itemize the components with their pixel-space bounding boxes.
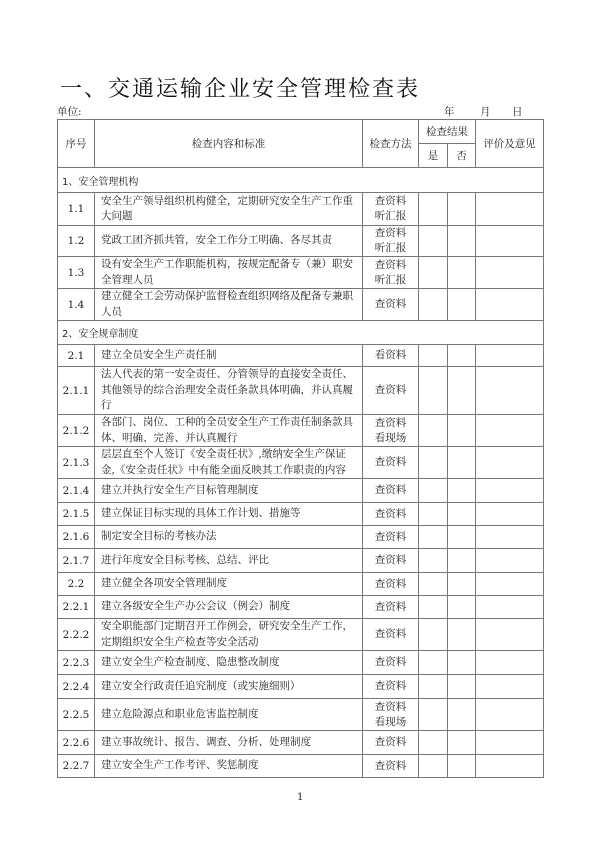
result-no-cell[interactable] <box>448 479 476 503</box>
result-no-cell[interactable] <box>448 699 476 731</box>
table-row <box>58 526 544 549</box>
row-number: 2.2.4 <box>58 675 95 699</box>
result-no-cell[interactable] <box>448 573 476 596</box>
row-number: 2.1.7 <box>58 549 95 573</box>
result-no-cell[interactable] <box>448 731 476 755</box>
result-yes-cell[interactable] <box>419 367 448 415</box>
table-row <box>58 289 544 321</box>
result-no-cell[interactable] <box>448 447 476 479</box>
row-content: 建立健全各项安全管理制度 <box>95 573 363 596</box>
row-method: 查资料 <box>363 479 419 503</box>
result-yes-cell[interactable] <box>419 699 448 731</box>
row-content: 设有安全生产工作职能机构，按规定配备专（兼）职安全管理人员 <box>95 257 363 289</box>
row-number: 2.1.1 <box>58 367 95 415</box>
row-method: 查资料 <box>363 675 419 699</box>
result-no-cell[interactable] <box>448 367 476 415</box>
header-no: 序号 <box>58 120 95 168</box>
section-row <box>58 168 544 193</box>
row-number: 2.2.1 <box>58 596 95 619</box>
section-heading: 2、安全规章制度 <box>58 321 544 345</box>
date-year-label: 年 <box>444 106 455 118</box>
row-method: 查资料 听汇报 <box>363 226 419 257</box>
row-number: 1.4 <box>58 289 95 321</box>
page-number: 1 <box>297 792 304 803</box>
row-method: 查资料 听汇报 <box>363 193 419 226</box>
evaluation-cell[interactable] <box>476 651 544 675</box>
evaluation-cell[interactable] <box>476 345 544 367</box>
row-content: 安全生产领导组织机构健全，定期研究安全生产工作重大问题 <box>95 193 363 226</box>
date-month-label: 月 <box>480 106 491 118</box>
evaluation-cell[interactable] <box>476 596 544 619</box>
header-method: 检查方法 <box>363 120 419 168</box>
row-number: 2.1.5 <box>58 503 95 526</box>
row-number: 2.2.6 <box>58 731 95 755</box>
row-number: 2.1.4 <box>58 479 95 503</box>
header-no-result: 否 <box>448 144 476 168</box>
section-row <box>58 321 544 345</box>
evaluation-cell[interactable] <box>476 526 544 549</box>
table-row <box>58 193 544 226</box>
evaluation-cell[interactable] <box>476 503 544 526</box>
result-yes-cell[interactable] <box>419 526 448 549</box>
row-content: 进行年度安全目标考核、总结、评比 <box>95 549 363 573</box>
row-content: 制定安全目标的考核办法 <box>95 526 363 549</box>
table-row <box>58 573 544 596</box>
result-yes-cell[interactable] <box>419 479 448 503</box>
page-title: 一、交通运输企业安全管理检查表 <box>60 77 421 102</box>
result-no-cell[interactable] <box>448 503 476 526</box>
row-content: 建立全员安全生产责任制 <box>95 345 363 367</box>
row-content: 安全职能部门定期召开工作例会，研究安全生产工作，定期组织安全生产检查等安全活动 <box>95 619 363 651</box>
row-method: 看资料 <box>363 345 419 367</box>
row-method: 查资料 <box>363 447 419 479</box>
row-number: 1.1 <box>58 193 95 226</box>
result-yes-cell[interactable] <box>419 675 448 699</box>
row-method: 查资料 看现场 <box>363 415 419 447</box>
table-row <box>58 503 544 526</box>
table-row <box>58 367 544 415</box>
row-number: 2.2 <box>58 573 95 596</box>
row-content: 建立事故统计、报告、调查、分析、处理制度 <box>95 731 363 755</box>
header-yes: 是 <box>419 144 448 168</box>
result-no-cell[interactable] <box>448 526 476 549</box>
result-no-cell[interactable] <box>448 651 476 675</box>
unit-date-line <box>57 104 542 118</box>
row-content: 建立健全工会劳动保护监督检查组织网络及配备专兼职人员 <box>95 289 363 321</box>
row-content: 建立安全生产检查制度、隐患整改制度 <box>95 651 363 675</box>
section-heading: 1、安全管理机构 <box>58 168 544 193</box>
row-number: 2.2.2 <box>58 619 95 651</box>
row-number: 2.1 <box>58 345 95 367</box>
evaluation-cell[interactable] <box>476 675 544 699</box>
evaluation-cell[interactable] <box>476 479 544 503</box>
result-no-cell[interactable] <box>448 345 476 367</box>
result-yes-cell[interactable] <box>419 731 448 755</box>
row-method: 查资料 看现场 <box>363 699 419 731</box>
evaluation-cell[interactable] <box>476 447 544 479</box>
evaluation-cell[interactable] <box>476 415 544 447</box>
result-yes-cell[interactable] <box>419 549 448 573</box>
evaluation-cell[interactable] <box>476 226 544 257</box>
result-no-cell[interactable] <box>448 226 476 257</box>
row-method: 查资料 <box>363 289 419 321</box>
row-method: 查资料 听汇报 <box>363 257 419 289</box>
table-row <box>58 549 544 573</box>
row-method: 查资料 <box>363 596 419 619</box>
result-yes-cell[interactable] <box>419 226 448 257</box>
row-method: 查资料 <box>363 503 419 526</box>
header-evaluation: 评价及意见 <box>476 120 544 168</box>
row-number: 2.2.3 <box>58 651 95 675</box>
table-row <box>58 479 544 503</box>
row-content: 建立并执行安全生产目标管理制度 <box>95 479 363 503</box>
row-method: 查资料 <box>363 651 419 675</box>
result-no-cell[interactable] <box>448 675 476 699</box>
result-yes-cell[interactable] <box>419 573 448 596</box>
row-number: 2.1.6 <box>58 526 95 549</box>
table-row <box>58 226 544 257</box>
result-no-cell[interactable] <box>448 596 476 619</box>
evaluation-cell[interactable] <box>476 731 544 755</box>
unit-label: 单位: <box>57 106 82 118</box>
evaluation-cell[interactable] <box>476 699 544 731</box>
table-row <box>58 731 544 755</box>
result-yes-cell[interactable] <box>419 257 448 289</box>
table-row <box>58 257 544 289</box>
table-row <box>58 651 544 675</box>
row-method: 查资料 <box>363 367 419 415</box>
row-method: 查资料 <box>363 549 419 573</box>
row-content: 建立各级安全生产办公会议（例会）制度 <box>95 596 363 619</box>
row-content: 建立安全生产工作考评、奖惩制度 <box>95 755 363 778</box>
row-number: 1.2 <box>58 226 95 257</box>
table-row <box>58 415 544 447</box>
header-result: 检查结果 <box>419 120 476 144</box>
row-content: 法人代表的第一安全责任、分管领导的直接安全责任、其他领导的综合治理安全责任条款具体明确，并认真履行 <box>95 367 363 415</box>
result-yes-cell[interactable] <box>419 755 448 778</box>
row-number: 2.2.7 <box>58 755 95 778</box>
result-yes-cell[interactable] <box>419 651 448 675</box>
header-content: 检查内容和标准 <box>95 120 363 168</box>
result-no-cell[interactable] <box>448 619 476 651</box>
table-row <box>58 345 544 367</box>
evaluation-cell[interactable] <box>476 549 544 573</box>
result-no-cell[interactable] <box>448 549 476 573</box>
result-no-cell[interactable] <box>448 755 476 778</box>
result-yes-cell[interactable] <box>419 289 448 321</box>
evaluation-cell[interactable] <box>476 257 544 289</box>
row-method: 查资料 <box>363 731 419 755</box>
table-row <box>58 699 544 731</box>
table-body <box>58 168 544 778</box>
row-content: 建立危险源点和职业危害监控制度 <box>95 699 363 731</box>
evaluation-cell[interactable] <box>476 289 544 321</box>
row-content: 建立保证目标实现的具体工作计划、措施等 <box>95 503 363 526</box>
result-no-cell[interactable] <box>448 415 476 447</box>
evaluation-cell[interactable] <box>476 619 544 651</box>
table-row <box>58 596 544 619</box>
evaluation-cell[interactable] <box>476 367 544 415</box>
result-yes-cell[interactable] <box>419 596 448 619</box>
row-content: 党政工团齐抓共管，安全工作分工明确、各尽其责 <box>95 226 363 257</box>
result-yes-cell[interactable] <box>419 193 448 226</box>
row-content: 各部门、岗位、工种的全员安全生产工作责任制条款具体、明确、完善、并认真履行 <box>95 415 363 447</box>
evaluation-cell[interactable] <box>476 755 544 778</box>
row-number: 2.1.2 <box>58 415 95 447</box>
row-number: 2.1.3 <box>58 447 95 479</box>
result-yes-cell[interactable] <box>419 345 448 367</box>
result-no-cell[interactable] <box>448 193 476 226</box>
row-content: 层层直至个人签订《安全责任状》,缴纳安全生产保证金,《安全责任状》中有能全面反映其工作职责的内容 <box>95 447 363 479</box>
result-yes-cell[interactable] <box>419 619 448 651</box>
result-yes-cell[interactable] <box>419 447 448 479</box>
result-yes-cell[interactable] <box>419 415 448 447</box>
table-row <box>58 619 544 651</box>
table-row <box>58 755 544 778</box>
table-row <box>58 675 544 699</box>
row-number: 2.2.5 <box>58 699 95 731</box>
table-row <box>58 447 544 479</box>
date-day-label: 日 <box>512 106 523 118</box>
result-no-cell[interactable] <box>448 289 476 321</box>
row-number: 1.3 <box>58 257 95 289</box>
inspection-table <box>57 119 544 778</box>
row-content: 建立安全行政责任追究制度（或实施细则） <box>95 675 363 699</box>
evaluation-cell[interactable] <box>476 573 544 596</box>
row-method: 查资料 <box>363 619 419 651</box>
evaluation-cell[interactable] <box>476 193 544 226</box>
row-method: 查资料 <box>363 526 419 549</box>
result-no-cell[interactable] <box>448 257 476 289</box>
result-yes-cell[interactable] <box>419 503 448 526</box>
row-method: 查资料 <box>363 573 419 596</box>
row-method: 查资料 <box>363 755 419 778</box>
